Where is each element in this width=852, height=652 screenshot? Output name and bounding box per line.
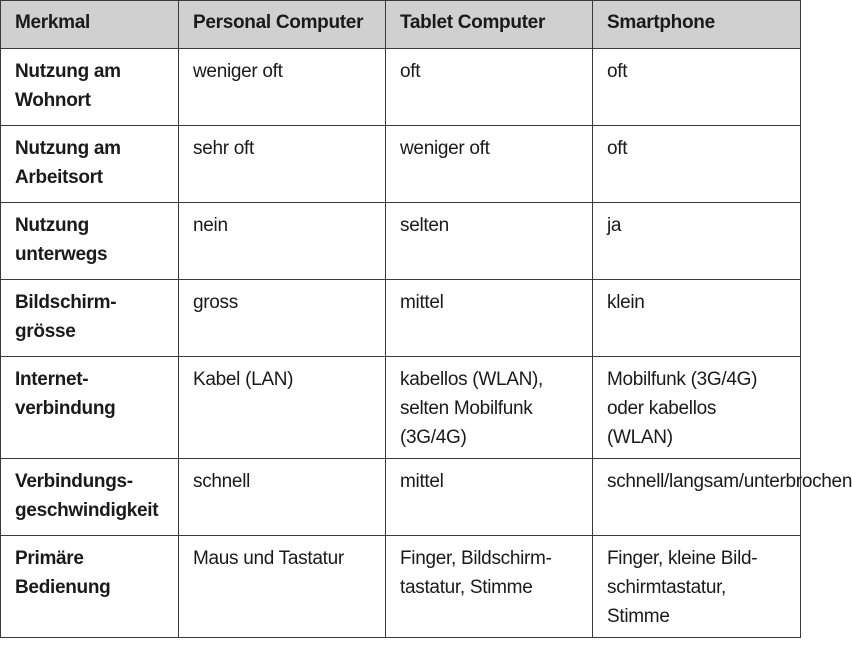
table-row: [1, 357, 801, 459]
header-smartphone: Smartphone: [593, 1, 801, 49]
cell-pc: Maus und Tastatur: [179, 536, 386, 638]
header-tablet-computer: Tablet Computer: [386, 1, 593, 49]
header-personal-computer: Personal Computer: [179, 1, 386, 49]
cell-tablet: mittel: [386, 459, 593, 536]
cell-pc: weniger oft: [179, 49, 386, 126]
cell-smartphone: ja: [593, 203, 801, 280]
cell-tablet: selten: [386, 203, 593, 280]
cell-pc: gross: [179, 280, 386, 357]
cell-pc: sehr oft: [179, 126, 386, 203]
table-row: [1, 126, 801, 203]
cell-tablet: kabellos (WLAN), selten Mobilfunk (3G/4G): [386, 357, 593, 459]
table-row: [1, 49, 801, 126]
cell-smartphone: oft: [593, 126, 801, 203]
cell-pc: schnell: [179, 459, 386, 536]
cell-pc: Kabel (LAN): [179, 357, 386, 459]
cell-smartphone: Finger, kleine Bild-schirmtastatur, Stimme: [593, 536, 801, 638]
cell-smartphone: Mobilfunk (3G/4G) oder kabellos (WLAN): [593, 357, 801, 459]
row-feature: Internet-verbindung: [1, 357, 179, 459]
table-row: [1, 203, 801, 280]
cell-smartphone: schnell/langsam/unterbrochen: [593, 459, 801, 536]
header-feature: Merkmal: [1, 1, 179, 49]
row-feature: Nutzung am Arbeitsort: [1, 126, 179, 203]
table-row: [1, 459, 801, 536]
cell-tablet: weniger oft: [386, 126, 593, 203]
cell-tablet: mittel: [386, 280, 593, 357]
cell-pc: nein: [179, 203, 386, 280]
cell-tablet: Finger, Bildschirm-tastatur, Stimme: [386, 536, 593, 638]
row-feature: Nutzung unterwegs: [1, 203, 179, 280]
row-feature: Primäre Bedienung: [1, 536, 179, 638]
cell-tablet: oft: [386, 49, 593, 126]
cell-smartphone: oft: [593, 49, 801, 126]
row-feature: Verbindungs-geschwindigkeit: [1, 459, 179, 536]
row-feature: Nutzung am Wohnort: [1, 49, 179, 126]
cell-smartphone: klein: [593, 280, 801, 357]
row-feature: Bildschirm-grösse: [1, 280, 179, 357]
table-row: [1, 536, 801, 638]
table-header-row: [1, 1, 801, 49]
table-row: [1, 280, 801, 357]
